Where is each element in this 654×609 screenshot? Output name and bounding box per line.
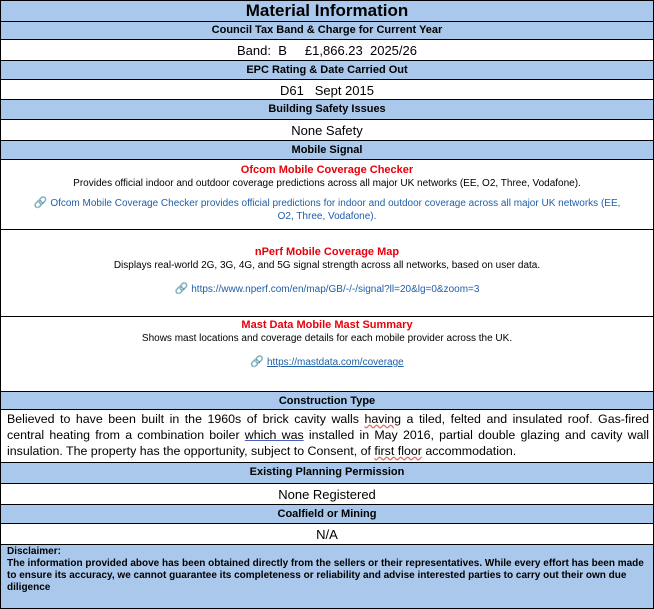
mastdata-link-text: https://mastdata.com/coverage xyxy=(266,357,404,368)
planning-value: None Registered xyxy=(1,484,653,505)
epc-value: D61 Sept 2015 xyxy=(1,80,653,100)
link-icon: 🔗 xyxy=(33,197,48,209)
council-tax-header: Council Tax Band & Charge for Current Year xyxy=(1,22,653,40)
construction-text xyxy=(1,410,653,463)
coalfield-header: Coalfield or Mining xyxy=(1,505,653,524)
ofcom-link-line2: O2, Three, Vodafone). xyxy=(277,211,377,222)
coalfield-value: N/A xyxy=(1,524,653,545)
nperf-description: Displays real-world 2G, 3G, 4G, and 5G signal strength across all networks, based on user data. xyxy=(113,260,541,271)
nperf-link-text: https://www.nperf.com/en/map/GB/-/-/signal?ll=20&lg=0&zoom=3 xyxy=(191,284,480,295)
ofcom-link-line1: Ofcom Mobile Coverage Checker provides official predictions for indoor and outdoor coverage across all major UK networks (EE, xyxy=(50,198,621,209)
construction-text-g: accommodation. xyxy=(421,444,517,458)
construction-text-b: having xyxy=(364,412,402,426)
construction-text-d: which was xyxy=(244,428,304,442)
ofcom-heading: Ofcom Mobile Coverage Checker xyxy=(240,164,414,176)
ofcom-description: Provides official indoor and outdoor coverage predictions across all major UK networks (EE, O2, Three, Vodafone). xyxy=(73,178,581,189)
construction-header: Construction Type xyxy=(1,391,653,410)
building-safety-value: None Safety xyxy=(1,120,653,141)
mastdata-heading: Mast Data Mobile Mast Summary xyxy=(241,319,413,331)
ofcom-link[interactable] xyxy=(1,197,653,223)
page-title: Material Information xyxy=(1,1,653,22)
council-tax-value: Band: B £1,866.23 2025/26 xyxy=(1,40,653,61)
mastdata-link[interactable] xyxy=(1,356,653,369)
link-icon: 🔗 xyxy=(250,356,264,368)
construction-text-c: a tiled, felted and insulated roof. Gas-fired central heating from a combination boiler xyxy=(7,412,650,442)
mastdata-block xyxy=(1,317,653,391)
construction-text-a: Believed to have been built in the 1960s of brick cavity walls xyxy=(7,412,365,426)
disclaimer-text: The information provided above has been obtained directly from the sellers or their representatives. While every effort has been made to ensure its accuracy, we cannot guarantee its completeness or reliability and advise interested parties to carry out their own due diligence xyxy=(7,558,644,593)
nperf-block xyxy=(1,230,653,317)
epc-header: EPC Rating & Date Carried Out xyxy=(1,61,653,80)
planning-header: Existing Planning Permission xyxy=(1,463,653,484)
mastdata-description: Shows mast locations and coverage details for each mobile provider across the UK. xyxy=(141,333,513,344)
construction-text-f: first floor xyxy=(374,444,422,458)
construction-text-e: installed in May 2016, partial double glazing and cavity wall insulation. The property has the opportunity, subject to Consent, of xyxy=(7,428,649,458)
ofcom-block xyxy=(1,160,653,230)
mobile-signal-header: Mobile Signal xyxy=(1,141,653,160)
link-icon: 🔗 xyxy=(174,283,189,295)
nperf-link[interactable] xyxy=(1,283,653,296)
disclaimer-box xyxy=(1,545,653,608)
nperf-heading: nPerf Mobile Coverage Map xyxy=(254,246,400,258)
disclaimer-heading: Disclaimer: xyxy=(7,546,61,557)
building-safety-header: Building Safety Issues xyxy=(1,100,653,120)
